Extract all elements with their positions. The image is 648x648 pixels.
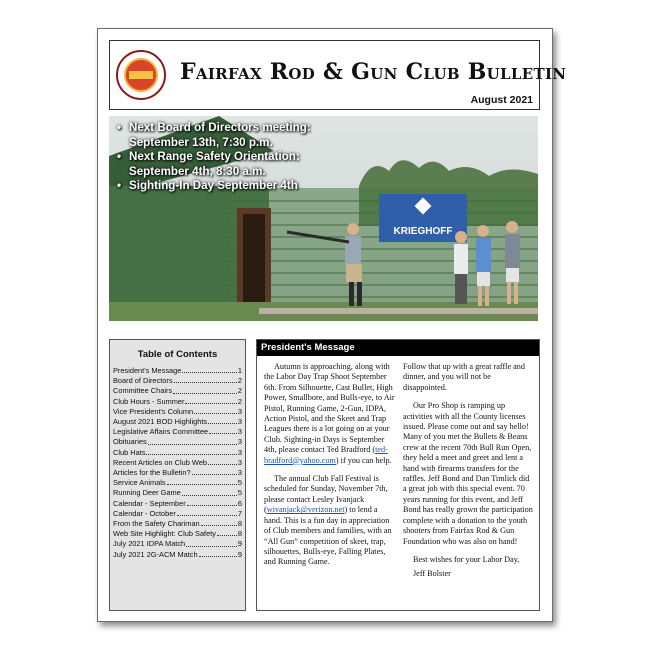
toc-entry-page: 3 — [237, 468, 242, 478]
announcement-item: • Next Range Safety Orientation: September 4th, 8:30 a.m. — [117, 150, 359, 179]
email-link-ted[interactable]: ted-bradford@yahoo.com — [264, 445, 388, 465]
article-columns — [264, 362, 534, 588]
toc-leader-dots — [146, 448, 236, 455]
toc-leader-dots — [185, 397, 236, 404]
toc-entry[interactable] — [113, 499, 242, 509]
toc-leader-dots — [192, 468, 237, 475]
toc-leader-dots — [167, 478, 237, 485]
paragraph-text: ) if you can help. — [335, 455, 392, 465]
toc-entry[interactable] — [113, 488, 242, 498]
toc-entry-label: Articles for the Bulletin? — [113, 468, 191, 478]
toc-entry-page: 9 — [237, 539, 242, 549]
toc-leader-dots — [194, 407, 237, 414]
toc-entry[interactable] — [113, 468, 242, 478]
toc-leader-dots — [201, 519, 237, 526]
paragraph-text: Autumn is approaching, along with the Labor Day Trap Shoot September 6th. From Silhouette, Cast Bullet, High Power, Smallbore, and Bulls-eye, to Air Pistol, Running Game, 2-Gun, IDPA, Action Pistol, and the Skeet and Trap Leagues there is a lot going on at your Club. Sighting-in Days is September 4th, please contact Ted Bradford ( — [264, 362, 395, 455]
hero-photo — [109, 116, 538, 321]
toc-entry-label: Club Hours - Summer — [113, 396, 185, 406]
toc-entry-label: Calendar - October — [113, 508, 176, 518]
toc-entry-label: Committee Chairs — [113, 386, 173, 396]
toc-leader-dots — [182, 366, 237, 373]
toc-entry[interactable] — [113, 448, 242, 458]
toc-leader-dots — [208, 417, 237, 424]
issue-date: August 2021 — [470, 94, 533, 106]
toc-entry[interactable] — [113, 550, 242, 560]
toc-entry-label: Legislative Affairs Committee — [113, 427, 209, 437]
toc-leader-dots — [187, 499, 237, 506]
toc-entry[interactable] — [113, 529, 242, 539]
toc-entry-page: 1 — [237, 366, 242, 375]
toc-entry-label: Web Site Highlight: Club Safety — [113, 529, 216, 539]
masthead — [109, 40, 567, 110]
toc-entry-page: 3 — [237, 406, 242, 416]
toc-leader-dots — [173, 386, 237, 393]
toc-leader-dots — [182, 488, 237, 495]
toc-entry-page: 2 — [237, 376, 242, 386]
toc-entry-label: Club Hats — [113, 447, 146, 457]
toc-entry-page: 5 — [237, 488, 242, 498]
article-column-left — [264, 362, 395, 588]
article-paragraph: Follow that up with a great raffle and dinner, and you will not be disappointed. — [403, 362, 525, 392]
toc-entry-page: 9 — [237, 549, 242, 559]
announcement-item: • Next Board of Directors meeting: September 13th, 7:30 p.m. — [117, 121, 359, 150]
toc-entry[interactable] — [113, 427, 242, 437]
toc-entry[interactable] — [113, 509, 242, 519]
presidents-message — [256, 339, 540, 611]
newsletter-page — [97, 28, 567, 622]
toc-entry[interactable] — [113, 417, 242, 427]
club-logo-band — [129, 71, 153, 79]
toc-leader-dots — [174, 376, 237, 383]
toc-leader-dots — [217, 529, 237, 536]
toc-entry-page: 6 — [237, 498, 242, 508]
toc-entry-label: Vice President's Column — [113, 406, 194, 416]
toc-entry[interactable] — [113, 407, 242, 417]
toc-entry-page: 2 — [237, 386, 242, 396]
toc-entry[interactable] — [113, 366, 242, 376]
toc-entry-page: 5 — [237, 478, 242, 488]
presidents-message-heading: President's Message — [257, 340, 539, 356]
toc-entry-page: 3 — [237, 427, 242, 437]
email-link-lesley[interactable]: wivanjack@verizon.net — [266, 505, 345, 515]
toc-leader-dots — [148, 437, 237, 444]
banner-text: KRIEGHOFF — [393, 226, 453, 237]
toc-list — [113, 366, 242, 560]
club-logo — [116, 50, 166, 100]
toc-entry[interactable] — [113, 519, 242, 529]
toc-entry-page: 3 — [237, 457, 242, 467]
article-paragraph — [264, 474, 395, 568]
bulletin-title: Fairfax Rod & Gun Club Bulletin — [180, 59, 567, 85]
toc-entry[interactable] — [113, 397, 242, 407]
toc-entry[interactable] — [113, 437, 242, 447]
announcement-item: • Sighting-In Day September 4th — [117, 179, 359, 194]
toc-entry-label: July 2021 2G-ACM Match — [113, 549, 198, 559]
toc-entry-label: July 2021 IDPA Match — [113, 539, 186, 549]
toc-entry-page: 8 — [237, 529, 242, 539]
toc-entry[interactable] — [113, 458, 242, 468]
toc-heading: Table of Contents — [137, 349, 218, 360]
toc-entry[interactable] — [113, 386, 242, 396]
toc-leader-dots — [199, 550, 237, 557]
paragraph-text: ) to lend a hand. This is a fun day in appreciation of Club members and families, with an “All Gun” competition of skeet, trap, silhouettes, Bulls-eye, Falling Plates, and Running Game. — [264, 505, 392, 567]
toc-entry[interactable] — [113, 478, 242, 488]
toc-leader-dots — [177, 509, 237, 516]
toc-entry-label: Service Animals — [113, 478, 166, 488]
closing-line: Best wishes for your Labor Day, — [413, 554, 520, 564]
article-column-right — [403, 362, 534, 588]
signature: Jeff Bolster — [413, 569, 451, 579]
toc-leader-dots — [208, 458, 237, 465]
announcement-list — [117, 121, 359, 194]
toc-entry-label: August 2021 BOD Highlights — [113, 417, 208, 427]
toc-entry-page: 3 — [237, 417, 242, 427]
paragraph-text: The annual Club Fall Festival is scheduled for Sunday, November 7th, please contact Lesley Ivanjack ( — [264, 474, 388, 515]
toc-entry-page: 3 — [237, 437, 242, 447]
toc-entry-page: 8 — [237, 519, 242, 529]
toc-entry-label: Running Deer Game — [113, 488, 181, 498]
article-paragraph: Our Pro Shop is ramping up activities with all the County licenses issued. Please come out and say hello! Many of you met the Bullets & Beans crew at the recent 70th Bull Run Open, they held a meet and greet and lent a hand with firearms transfers for the raffles. Jeff Bond and Dan Timlick did a great job with this special event. 70 years running for this event, and Jeff Bond has really grown the participation complete with a donation to the youth shooters from Fairfax Rod & Gun Foundation who was also on hand! — [403, 401, 533, 546]
toc-entry-page: 3 — [237, 447, 242, 457]
article-paragraph — [264, 362, 395, 466]
toc-entry-label: Obituaries — [113, 437, 147, 447]
toc-leader-dots — [186, 539, 237, 546]
toc-entry-label: From the Safety Chariman — [113, 519, 200, 529]
toc-entry-label: Calendar - September — [113, 498, 186, 508]
toc-entry-page: 2 — [237, 396, 242, 406]
table-of-contents — [109, 339, 246, 611]
toc-entry[interactable] — [113, 539, 242, 549]
toc-entry-page: 7 — [237, 508, 242, 518]
toc-leader-dots — [209, 427, 237, 434]
club-logo-emblem — [124, 58, 158, 92]
toc-entry-label: Board of Directors — [113, 376, 173, 386]
toc-entry-label: President's Message — [113, 366, 182, 375]
toc-entry-label: Recent Articles on Club Web — [113, 457, 207, 467]
toc-entry[interactable] — [113, 376, 242, 386]
